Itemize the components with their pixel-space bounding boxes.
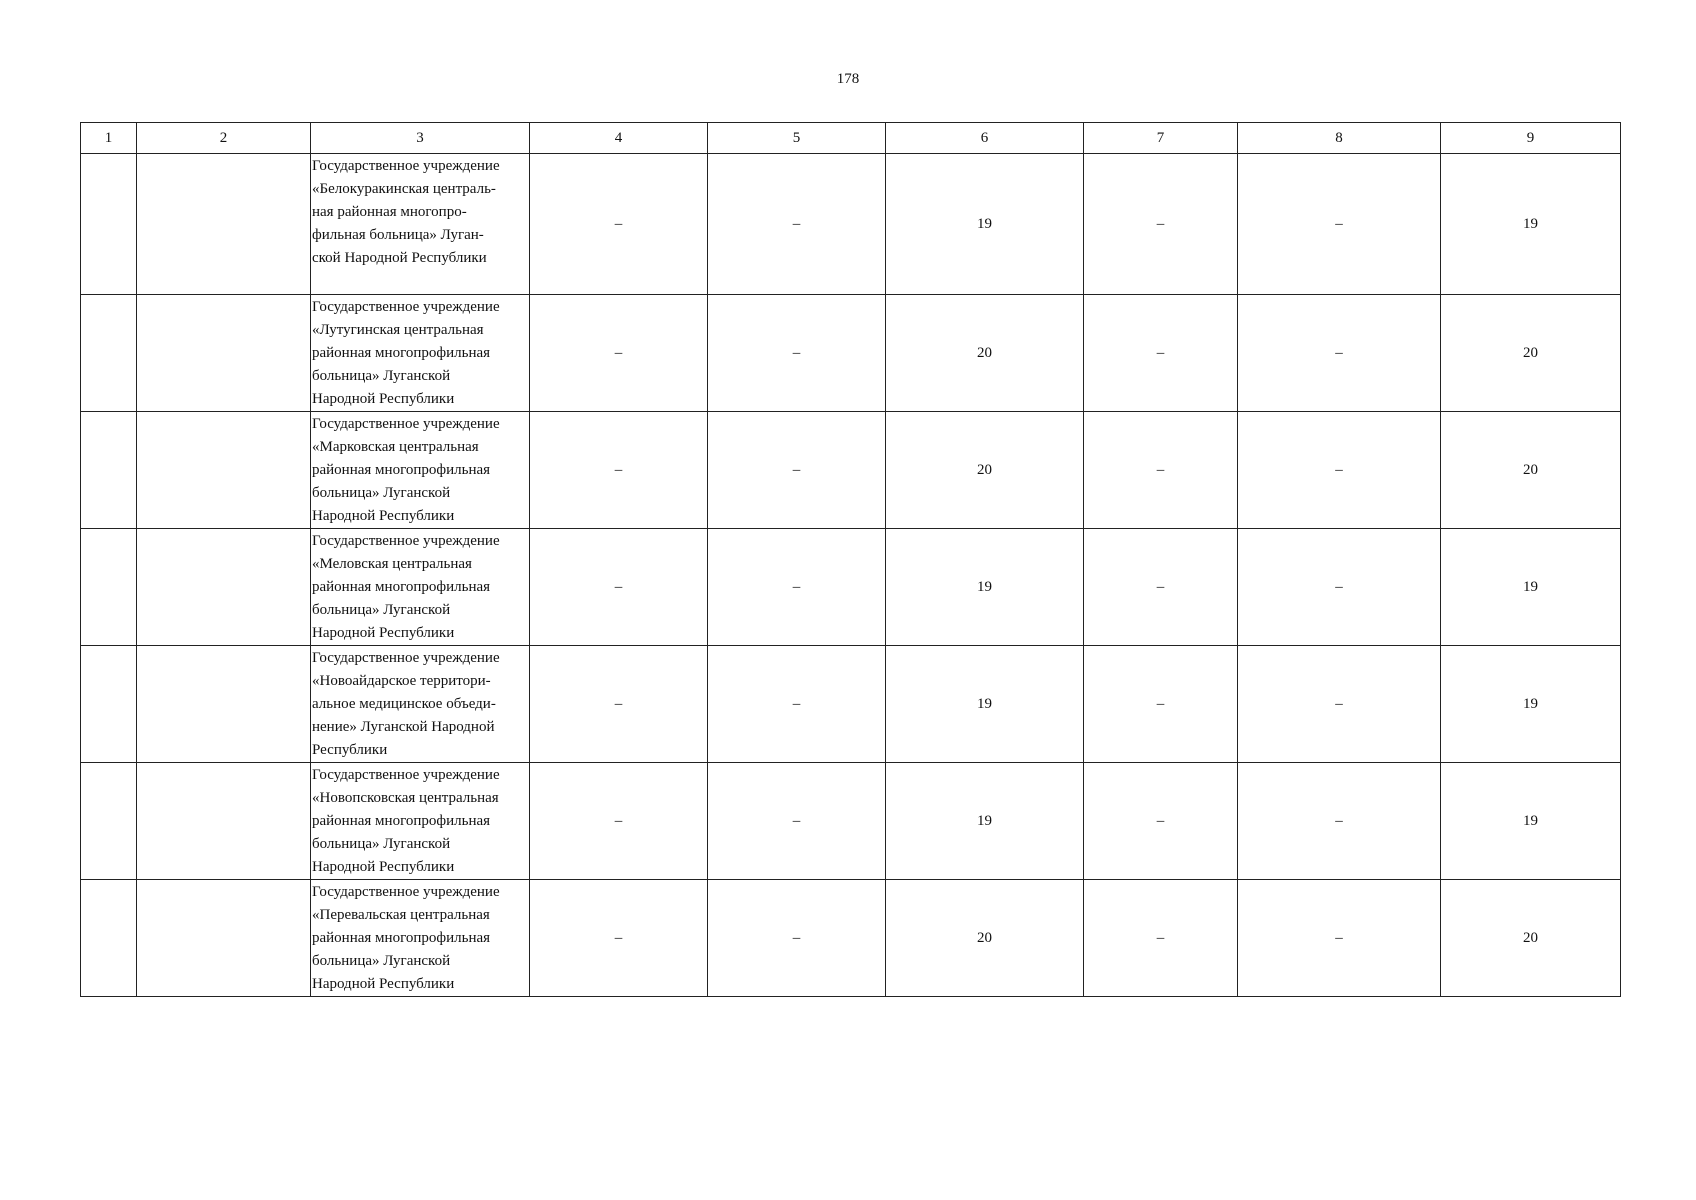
cell-col5: – xyxy=(708,412,886,529)
cell-col2 xyxy=(137,412,311,529)
column-header-8: 8 xyxy=(1238,123,1441,154)
column-header-2: 2 xyxy=(137,123,311,154)
table-row xyxy=(81,646,1621,763)
data-table xyxy=(80,122,1621,997)
organization-name: Государственное учреждение «Марковская центральная районная многопрофильная больница» Луганской Народной Республики xyxy=(311,412,530,529)
cell-col5: – xyxy=(708,763,886,880)
cell-col6: 19 xyxy=(886,646,1084,763)
organization-name: Государственное учреждение «Перевальская центральная районная многопрофильная больница» Луганской Народной Республики xyxy=(311,880,530,997)
organization-name: Государственное учреждение «Лутугинская центральная районная многопрофильная больница» Луганской Народной Республики xyxy=(311,295,530,412)
cell-col2 xyxy=(137,763,311,880)
cell-col9: 19 xyxy=(1441,529,1621,646)
cell-col2 xyxy=(137,154,311,295)
table-row xyxy=(81,880,1621,997)
cell-col7: – xyxy=(1084,763,1238,880)
cell-col7: – xyxy=(1084,412,1238,529)
cell-col9: 19 xyxy=(1441,763,1621,880)
cell-col8: – xyxy=(1238,529,1441,646)
cell-col1 xyxy=(81,412,137,529)
column-header-9: 9 xyxy=(1441,123,1621,154)
cell-col7: – xyxy=(1084,295,1238,412)
organization-name: Государственное учреждение «Новопсковская центральная районная многопрофильная больница» Луганской Народной Республики xyxy=(311,763,530,880)
cell-col9: 19 xyxy=(1441,154,1621,295)
cell-col2 xyxy=(137,529,311,646)
cell-col4: – xyxy=(530,529,708,646)
cell-col9: 20 xyxy=(1441,295,1621,412)
column-header-5: 5 xyxy=(708,123,886,154)
cell-col8: – xyxy=(1238,412,1441,529)
cell-col7: – xyxy=(1084,880,1238,997)
cell-col4: – xyxy=(530,412,708,529)
table-row xyxy=(81,412,1621,529)
cell-col2 xyxy=(137,295,311,412)
cell-col8: – xyxy=(1238,763,1441,880)
cell-col5: – xyxy=(708,154,886,295)
cell-col4: – xyxy=(530,880,708,997)
cell-col7: – xyxy=(1084,529,1238,646)
cell-col2 xyxy=(137,646,311,763)
cell-col6: 20 xyxy=(886,880,1084,997)
cell-col1 xyxy=(81,880,137,997)
cell-col6: 19 xyxy=(886,154,1084,295)
cell-col9: 20 xyxy=(1441,412,1621,529)
cell-col2 xyxy=(137,880,311,997)
organization-name: Государственное учреждение «Белокуракинская централь- ная районная многопро- фильная больница» Луган- ской Народной Республики xyxy=(311,154,530,295)
table-header-row xyxy=(81,123,1621,154)
cell-col1 xyxy=(81,154,137,295)
column-header-7: 7 xyxy=(1084,123,1238,154)
cell-col4: – xyxy=(530,646,708,763)
cell-col5: – xyxy=(708,295,886,412)
column-header-6: 6 xyxy=(886,123,1084,154)
cell-col4: – xyxy=(530,154,708,295)
cell-col6: 20 xyxy=(886,295,1084,412)
cell-col1 xyxy=(81,763,137,880)
table-row xyxy=(81,295,1621,412)
cell-col6: 19 xyxy=(886,763,1084,880)
column-header-1: 1 xyxy=(81,123,137,154)
column-header-4: 4 xyxy=(530,123,708,154)
table-row xyxy=(81,763,1621,880)
cell-col6: 19 xyxy=(886,529,1084,646)
cell-col7: – xyxy=(1084,154,1238,295)
cell-col8: – xyxy=(1238,154,1441,295)
column-header-3: 3 xyxy=(311,123,530,154)
table-row xyxy=(81,154,1621,295)
cell-col1 xyxy=(81,646,137,763)
cell-col5: – xyxy=(708,529,886,646)
cell-col1 xyxy=(81,529,137,646)
cell-col1 xyxy=(81,295,137,412)
cell-col8: – xyxy=(1238,880,1441,997)
organization-name: Государственное учреждение «Меловская центральная районная многопрофильная больница» Луганской Народной Республики xyxy=(311,529,530,646)
cell-col5: – xyxy=(708,880,886,997)
cell-col9: 19 xyxy=(1441,646,1621,763)
cell-col9: 20 xyxy=(1441,880,1621,997)
cell-col7: – xyxy=(1084,646,1238,763)
cell-col5: – xyxy=(708,646,886,763)
table-row xyxy=(81,529,1621,646)
organization-name: Государственное учреждение «Новоайдарское территори- альное медицинское объеди- нение» Луганской Народной Республики xyxy=(311,646,530,763)
cell-col8: – xyxy=(1238,646,1441,763)
cell-col4: – xyxy=(530,295,708,412)
cell-col6: 20 xyxy=(886,412,1084,529)
page-number: 178 xyxy=(836,71,860,87)
cell-col4: – xyxy=(530,763,708,880)
cell-col8: – xyxy=(1238,295,1441,412)
